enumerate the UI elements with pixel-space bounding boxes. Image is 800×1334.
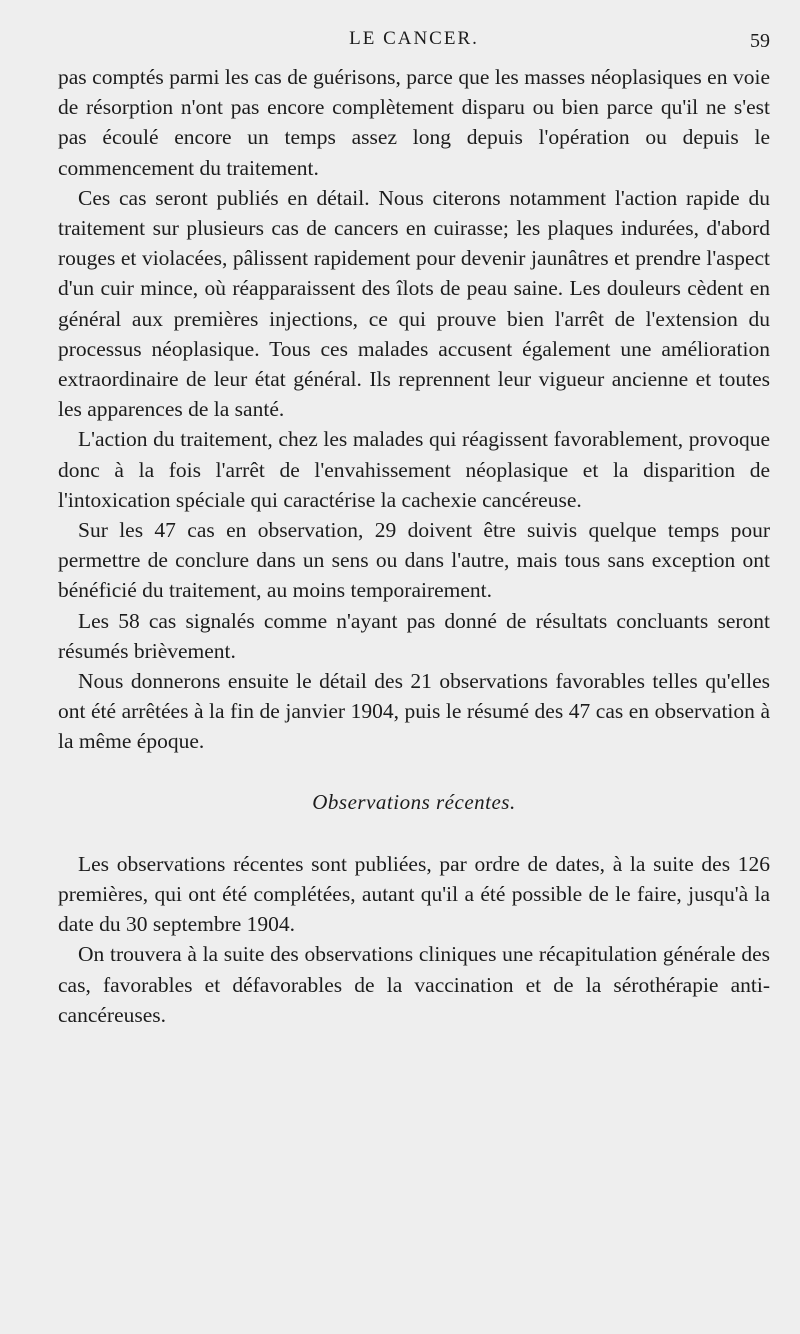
page-number: 59 [750, 30, 770, 52]
paragraph: Nous donnerons ensuite le détail des 21 observations favorables telles qu'elles ont été arrêtées à la fin de janvier 1904, puis le résumé des 47 cas en observation à la même époque. [58, 669, 770, 754]
section-heading: Observations récentes. [312, 789, 516, 814]
paragraph: Les 58 cas signalés comme n'ayant pas donné de résultats concluants seront résumés brièvement. [58, 608, 770, 663]
paragraph: Sur les 47 cas en observation, 29 doivent être suivis quelque temps pour permettre de conclure dans un sens ou dans l'autre, mais tous sans exception ont bénéficié du traitement, au moins temporairement. [58, 518, 770, 603]
running-head [58, 0, 770, 62]
paragraph: Ces cas seront publiés en détail. Nous citerons notamment l'action rapide du traitement sur plusieurs cas de cancers en cuirasse; les plaques indurées, d'abord rouges et violacées, pâlissent rapidement pour devenir jaunâtres et prendre l'aspect d'un cuir mince, où réapparaissent des îlots de peau saine. Les douleurs cèdent en général aux premières injections, ce qui prouve bien l'arrêt de l'extension du processus néoplasique. Tous ces malades accusent également une amélioration extraordinaire de leur état général. Ils reprennent leur vigueur ancienne et toutes les apparences de la santé. [58, 185, 770, 422]
paragraph: L'action du traitement, chez les malades qui réagissent favorablement, provoque donc à la fois l'arrêt de l'envahissement néoplasique et la disparition de l'intoxication spéciale qui caractérise la cachexie cancéreuse. [58, 427, 770, 512]
paragraph: Les observations récentes sont publiées, par ordre de dates, à la suite des 126 premières, qui ont été complétées, autant qu'il a été possible de le faire, jusqu'à la date du 30 septembre 1904. [58, 851, 770, 937]
body-text [58, 62, 770, 1030]
paragraph: On trouvera à la suite des observations cliniques une récapitulation générale des cas, favorables et défavorables de la vaccination et de la sérothérapie anti-cancéreuses. [58, 942, 770, 1027]
running-title: LE CANCER. [349, 28, 479, 49]
paragraph: pas comptés parmi les cas de guérisons, parce que les masses néoplasiques en voie de résorption n'ont pas encore complètement disparu ou bien parce qu'il ne s'est pas écoulé encore un temps assez long depuis l'opération ou depuis le commencement du traitement. [58, 65, 770, 180]
